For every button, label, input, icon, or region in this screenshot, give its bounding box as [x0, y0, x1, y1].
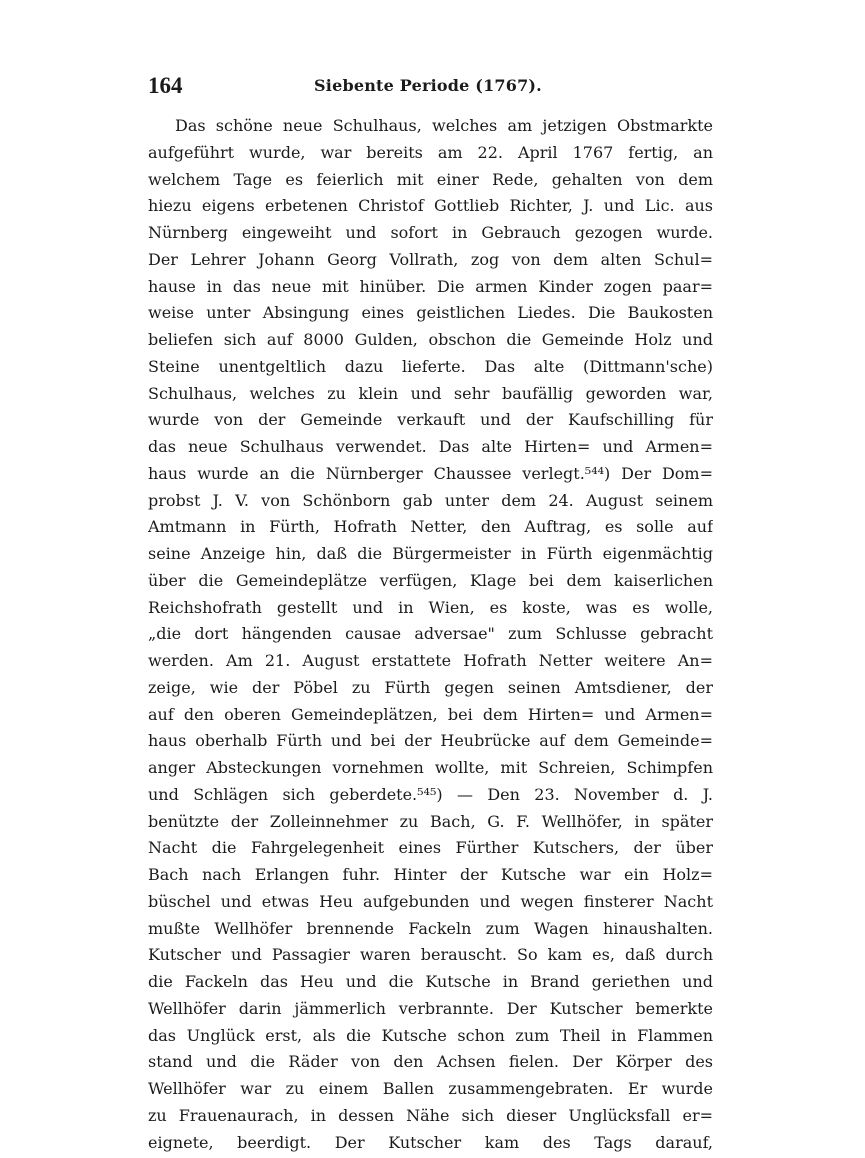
page-number: 164: [148, 73, 183, 98]
text-line: eignete, beerdigt. Der Kutscher kam des Tags darauf,: [148, 1132, 713, 1152]
text-line: Wellhöfer darin jämmerlich verbrannte. Der Kutscher bemerkte: [148, 998, 713, 1018]
text-line: zeige, wie der Pöbel zu Fürth gegen seinen Amtsdiener, der: [148, 677, 713, 697]
text-line: Nürnberg eingeweiht und sofort in Gebrauch gezogen wurde.: [148, 223, 713, 242]
running-head: Siebente Periode (1767).: [314, 76, 542, 95]
text-line: über die Gemeindeplätze verfügen, Klage bei dem kaiserlichen: [148, 570, 713, 590]
text-line: weise unter Absingung eines geistlichen Liedes. Die Baukosten: [148, 303, 713, 323]
text-line: auf den oberen Gemeindeplätzen, bei dem Hirten= und Armen=: [148, 704, 713, 724]
text-line: benützte der Zolleinnehmer zu Bach, G. F. Wellhöfer, in später: [148, 811, 713, 831]
text-line: Der Lehrer Johann Georg Vollrath, zog von dem alten Schul=: [148, 249, 713, 269]
text-line: haus oberhalb Fürth und bei der Heubrücke auf dem Gemeinde=: [148, 731, 713, 751]
text-line: hiezu eigens erbetenen Christof Gottlieb Richter, J. und Lic. aus: [148, 196, 713, 216]
text-line: stand und die Räder von den Achsen fielen. Der Körper des: [148, 1052, 713, 1072]
text-line: beliefen sich auf 8000 Gulden, obschon die Gemeinde Holz und: [148, 330, 713, 349]
page-header: [148, 68, 708, 104]
text-line: seine Anzeige hin, daß die Bürgermeister in Fürth eigenmächtig: [148, 544, 713, 563]
text-line: Nacht die Fahrgelegenheit eines Fürther Kutschers, der über: [148, 838, 713, 858]
text-line: Kutscher und Passagier waren berauscht. So kam es, daß durch: [148, 945, 713, 965]
text-line: zu Frauenaurach, in dessen Nähe sich dieser Unglücksfall er=: [148, 1105, 713, 1125]
text-line: Schulhaus, welches zu klein und sehr baufällig geworden war,: [148, 383, 713, 403]
text-line: wurde von der Gemeinde verkauft und der Kaufschilling für: [148, 410, 713, 430]
text-line: büschel und etwas Heu aufgebunden und wegen finsterer Nacht: [148, 891, 713, 911]
text-line: Bach nach Erlangen fuhr. Hinter der Kutsche war ein Holz=: [148, 865, 713, 884]
text-line: aufgeführt wurde, war bereits am 22. April 1767 fertig, an: [148, 142, 713, 162]
text-line: probst J. V. von Schönborn gab unter dem 24. August seinem: [148, 490, 713, 510]
text-line: anger Absteckungen vornehmen wollte, mit Schreien, Schimpfen: [148, 758, 713, 777]
body-text: [148, 113, 713, 1156]
text-line: „die dort hängenden causae adversae" zum Schlusse gebracht: [148, 624, 713, 644]
text-line: Wellhöfer war zu einem Ballen zusammengebraten. Er wurde: [148, 1079, 713, 1098]
text-line: die Fackeln das Heu und die Kutsche in Brand geriethen und: [148, 972, 713, 991]
text-line: werden. Am 21. August erstattete Hofrath Netter weitere An=: [148, 651, 713, 670]
text-line: hause in das neue mit hinüber. Die armen Kinder zogen paar=: [148, 276, 713, 296]
text-line: das neue Schulhaus verwendet. Das alte Hirten= und Armen=: [148, 437, 713, 456]
text-line: das Unglück erst, als die Kutsche schon zum Theil in Flammen: [148, 1025, 713, 1045]
text-line: und Schlägen sich geberdete.⁵⁴⁵) — Den 23. November d. J.: [148, 784, 713, 804]
text-line: Amtmann in Fürth, Hofrath Netter, den Auftrag, es solle auf: [148, 517, 713, 537]
text-line: haus wurde an die Nürnberger Chaussee verlegt.⁵⁴⁴) Der Dom=: [148, 463, 713, 483]
text-line: Das schöne neue Schulhaus, welches am jetzigen Obstmarkte: [175, 116, 713, 135]
text-line: Steine unentgeltlich dazu lieferte. Das alte (Dittmann'sche): [148, 356, 713, 376]
text-line: mußte Wellhöfer brennende Fackeln zum Wagen hinaushalten.: [148, 918, 713, 938]
text-line: welchem Tage es feierlich mit einer Rede, gehalten von dem: [148, 169, 713, 189]
text-line: Reichshofrath gestellt und in Wien, es koste, was es wolle,: [148, 597, 713, 617]
